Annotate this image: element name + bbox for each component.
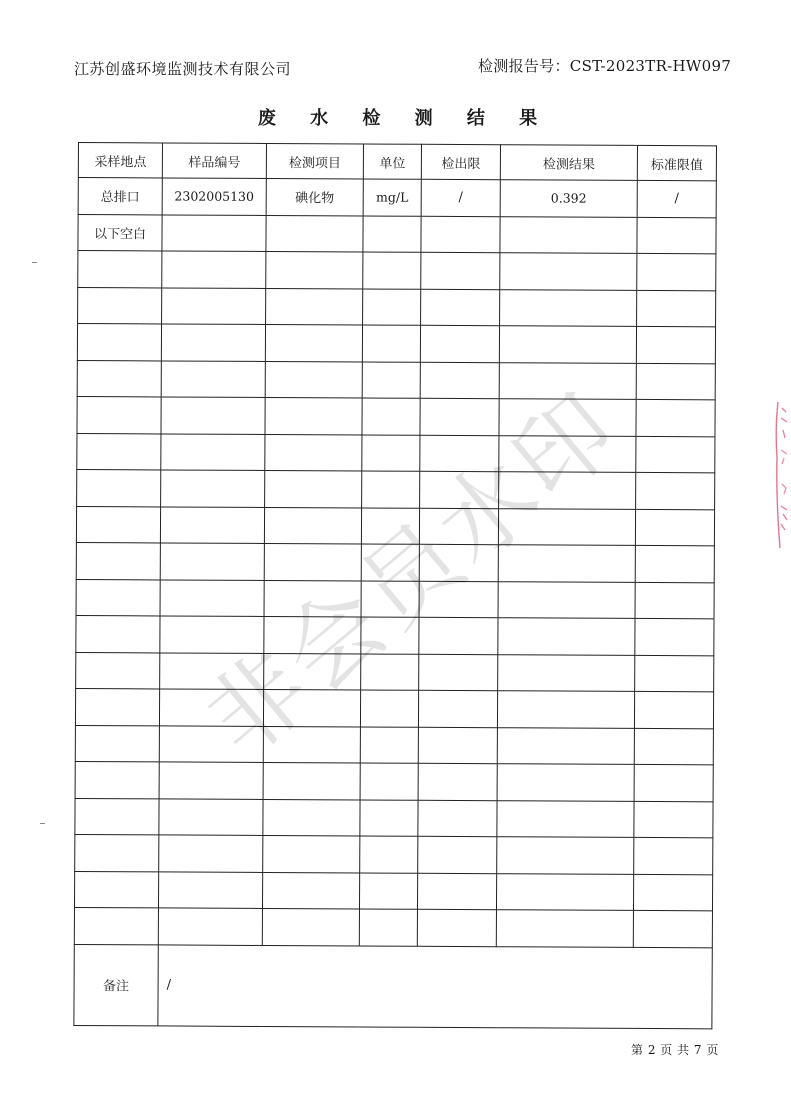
blank-cell (161, 360, 265, 397)
blank-cell (76, 652, 160, 689)
blank-cell (75, 761, 159, 798)
blank-cell (75, 688, 159, 725)
blank-rows (74, 251, 716, 948)
blank-cell (263, 799, 360, 836)
blank-cell (76, 615, 160, 652)
blank-cell (360, 690, 418, 727)
blank-cell (419, 581, 498, 618)
remark-label: 备注 (74, 944, 158, 1025)
document-title: 废 水 检 测 结 果 (257, 108, 552, 129)
cell-blank-note: 以下空白 (78, 214, 162, 251)
column-header-detection-limit: 检出限 (421, 144, 500, 179)
blank-cell (420, 325, 499, 362)
blank-cell (263, 835, 360, 872)
blank-cell (262, 908, 359, 945)
blank-cell (159, 835, 263, 872)
blank-cell (359, 872, 417, 909)
blank-table-row (77, 360, 715, 400)
blank-cell (361, 507, 419, 544)
blank-cell (417, 873, 496, 910)
blank-cell (497, 800, 634, 837)
blank-cell (158, 871, 262, 908)
blank-cell (159, 762, 263, 799)
blank-cell (500, 253, 637, 290)
blank-cell (77, 469, 161, 506)
blank-cell (635, 655, 714, 692)
blank-cell (266, 288, 363, 325)
blank-cell (161, 470, 265, 507)
blank-cell (359, 909, 417, 946)
column-header-item: 检测项目 (266, 143, 363, 179)
blank-cell (75, 725, 159, 762)
blank-cell (159, 798, 263, 835)
blank-cell (360, 726, 418, 763)
blank-cell (362, 471, 420, 508)
blank-cell (499, 326, 636, 363)
blank-cell (265, 361, 362, 398)
blank-cell (362, 361, 420, 398)
blank-cell (360, 799, 418, 836)
blank-cell (265, 470, 362, 507)
seal-stamp-fragment (772, 398, 791, 556)
blank-cell (265, 397, 362, 434)
blank-cell (76, 506, 160, 543)
blank-cell (264, 653, 361, 690)
column-header-sample-no: 样品编号 (162, 143, 266, 179)
results-table (73, 142, 717, 1029)
blank-cell (363, 288, 421, 325)
blank-cell (76, 542, 160, 579)
blank-cell (361, 580, 419, 617)
blank-cell (499, 472, 636, 509)
blank-cell (263, 762, 360, 799)
blank-cell (77, 360, 161, 397)
blank-table-row (76, 615, 714, 655)
blank-cell (419, 654, 498, 691)
blank-cell (637, 253, 716, 290)
blank-cell (160, 579, 264, 616)
company-name: 江苏创盛环境监测技术有限公司 (74, 60, 292, 78)
blank-cell (161, 433, 265, 470)
blank-cell (635, 509, 714, 546)
blank-cell (420, 362, 499, 399)
blank-cell (78, 287, 162, 324)
blank-cell (265, 434, 362, 471)
blank-cell (361, 617, 419, 654)
blank-table-row (76, 652, 714, 692)
margin-mark (40, 823, 45, 824)
blank-cell (497, 691, 634, 728)
blank-cell (418, 763, 497, 800)
blank-cell (419, 508, 498, 545)
cell-sample-no: 2302005130 (162, 178, 266, 215)
blank-cell (499, 435, 636, 472)
blank-cell (497, 727, 634, 764)
blank-cell (418, 690, 497, 727)
blank-cell (362, 398, 420, 435)
cell-unit: mg/L (363, 179, 421, 216)
blank-cell (265, 324, 362, 361)
blank-table-row (77, 324, 715, 364)
cell-standard-limit: / (637, 180, 716, 217)
blank-cell (160, 616, 264, 653)
blank-table-row (77, 469, 715, 509)
blank-cell (420, 435, 499, 472)
blank-cell (633, 910, 712, 947)
blank-cell (77, 396, 161, 433)
blank-cell (160, 652, 264, 689)
table-row (78, 214, 716, 254)
table-row (78, 178, 716, 218)
blank-cell (496, 873, 633, 910)
blank-cell (498, 545, 635, 582)
blank-cell (497, 837, 634, 874)
blank-table-row (75, 688, 713, 728)
blank-table-row (75, 725, 713, 765)
blank-cell (362, 325, 420, 362)
top-edge-scrap (110, 0, 174, 4)
blank-table-row (76, 579, 714, 619)
blank-cell (78, 251, 162, 288)
blank-cell (636, 399, 715, 436)
blank-table-row (77, 433, 715, 473)
blank-cell (634, 728, 713, 765)
blank-cell (76, 579, 160, 616)
blank-cell (77, 433, 161, 470)
blank-cell (360, 836, 418, 873)
blank-cell (634, 691, 713, 728)
cell-item: 碘化物 (266, 178, 363, 215)
blank-table-row (74, 871, 712, 911)
blank-cell (264, 580, 361, 617)
blank-cell (159, 689, 263, 726)
blank-table-row (76, 506, 714, 546)
blank-cell (161, 397, 265, 434)
blank-cell (77, 324, 161, 361)
blank-cell (634, 801, 713, 838)
blank-cell (361, 653, 419, 690)
blank-table-row (78, 251, 716, 291)
blank-cell (500, 289, 637, 326)
blank-cell (634, 837, 713, 874)
blank-cell (417, 909, 496, 946)
blank-cell (360, 763, 418, 800)
blank-cell (418, 836, 497, 873)
margin-mark (32, 262, 37, 263)
blank-cell (262, 872, 359, 909)
blank-cell (361, 544, 419, 581)
watermark-text: 非会员水印 (185, 370, 641, 778)
blank-cell (635, 545, 714, 582)
blank-table-row (76, 542, 714, 582)
remark-value: / (158, 944, 712, 1028)
blank-table-row (75, 834, 713, 874)
blank-cell (158, 908, 262, 945)
column-header-unit: 单位 (363, 144, 421, 179)
blank-table-row (74, 907, 712, 947)
column-header-location: 采样地点 (78, 143, 162, 178)
blank-cell (498, 581, 635, 618)
blank-cell (75, 834, 159, 871)
blank-cell (74, 907, 158, 944)
blank-cell (496, 910, 633, 947)
blank-cell (421, 289, 500, 326)
blank-cell (499, 399, 636, 436)
report-number: 检测报告号：CST-2023TR-HW097 (478, 57, 732, 75)
table-header-row (78, 143, 716, 181)
blank-cell (263, 726, 360, 763)
blank-cell (420, 471, 499, 508)
blank-table-row (77, 396, 715, 436)
blank-cell (263, 689, 360, 726)
blank-cell (420, 398, 499, 435)
cell-result: 0.392 (500, 180, 637, 217)
remark-row (74, 944, 712, 1028)
blank-table-row (75, 798, 713, 838)
blank-table-row (75, 761, 713, 801)
blank-cell (363, 252, 421, 289)
blank-cell (162, 287, 266, 324)
cell-detection-limit: / (421, 179, 500, 216)
blank-cell (636, 326, 715, 363)
blank-cell (74, 871, 158, 908)
blank-cell (161, 324, 265, 361)
blank-cell (635, 618, 714, 655)
column-header-result: 检测结果 (500, 145, 637, 181)
blank-cell (634, 764, 713, 801)
blank-cell (75, 798, 159, 835)
blank-cell (497, 764, 634, 801)
blank-cell (499, 362, 636, 399)
blank-cell (636, 363, 715, 400)
blank-cell (159, 725, 263, 762)
blank-cell (264, 543, 361, 580)
blank-cell (162, 251, 266, 288)
blank-cell (264, 507, 361, 544)
blank-cell (498, 654, 635, 691)
blank-cell (421, 252, 500, 289)
blank-cell (418, 727, 497, 764)
blank-cell (160, 543, 264, 580)
blank-cell (633, 874, 712, 911)
page-number: 第 2 页 共 7 页 (631, 1043, 719, 1057)
blank-cell (419, 544, 498, 581)
blank-cell (635, 582, 714, 619)
blank-cell (264, 616, 361, 653)
blank-table-row (78, 287, 716, 327)
blank-cell (418, 800, 497, 837)
cell-location: 总排口 (78, 178, 162, 215)
blank-cell (160, 506, 264, 543)
blank-cell (362, 434, 420, 471)
blank-cell (637, 290, 716, 327)
blank-cell (498, 618, 635, 655)
blank-cell (636, 436, 715, 473)
blank-cell (636, 472, 715, 509)
blank-cell (266, 251, 363, 288)
column-header-standard-limit: 标准限值 (637, 145, 716, 180)
blank-cell (498, 508, 635, 545)
blank-cell (419, 617, 498, 654)
